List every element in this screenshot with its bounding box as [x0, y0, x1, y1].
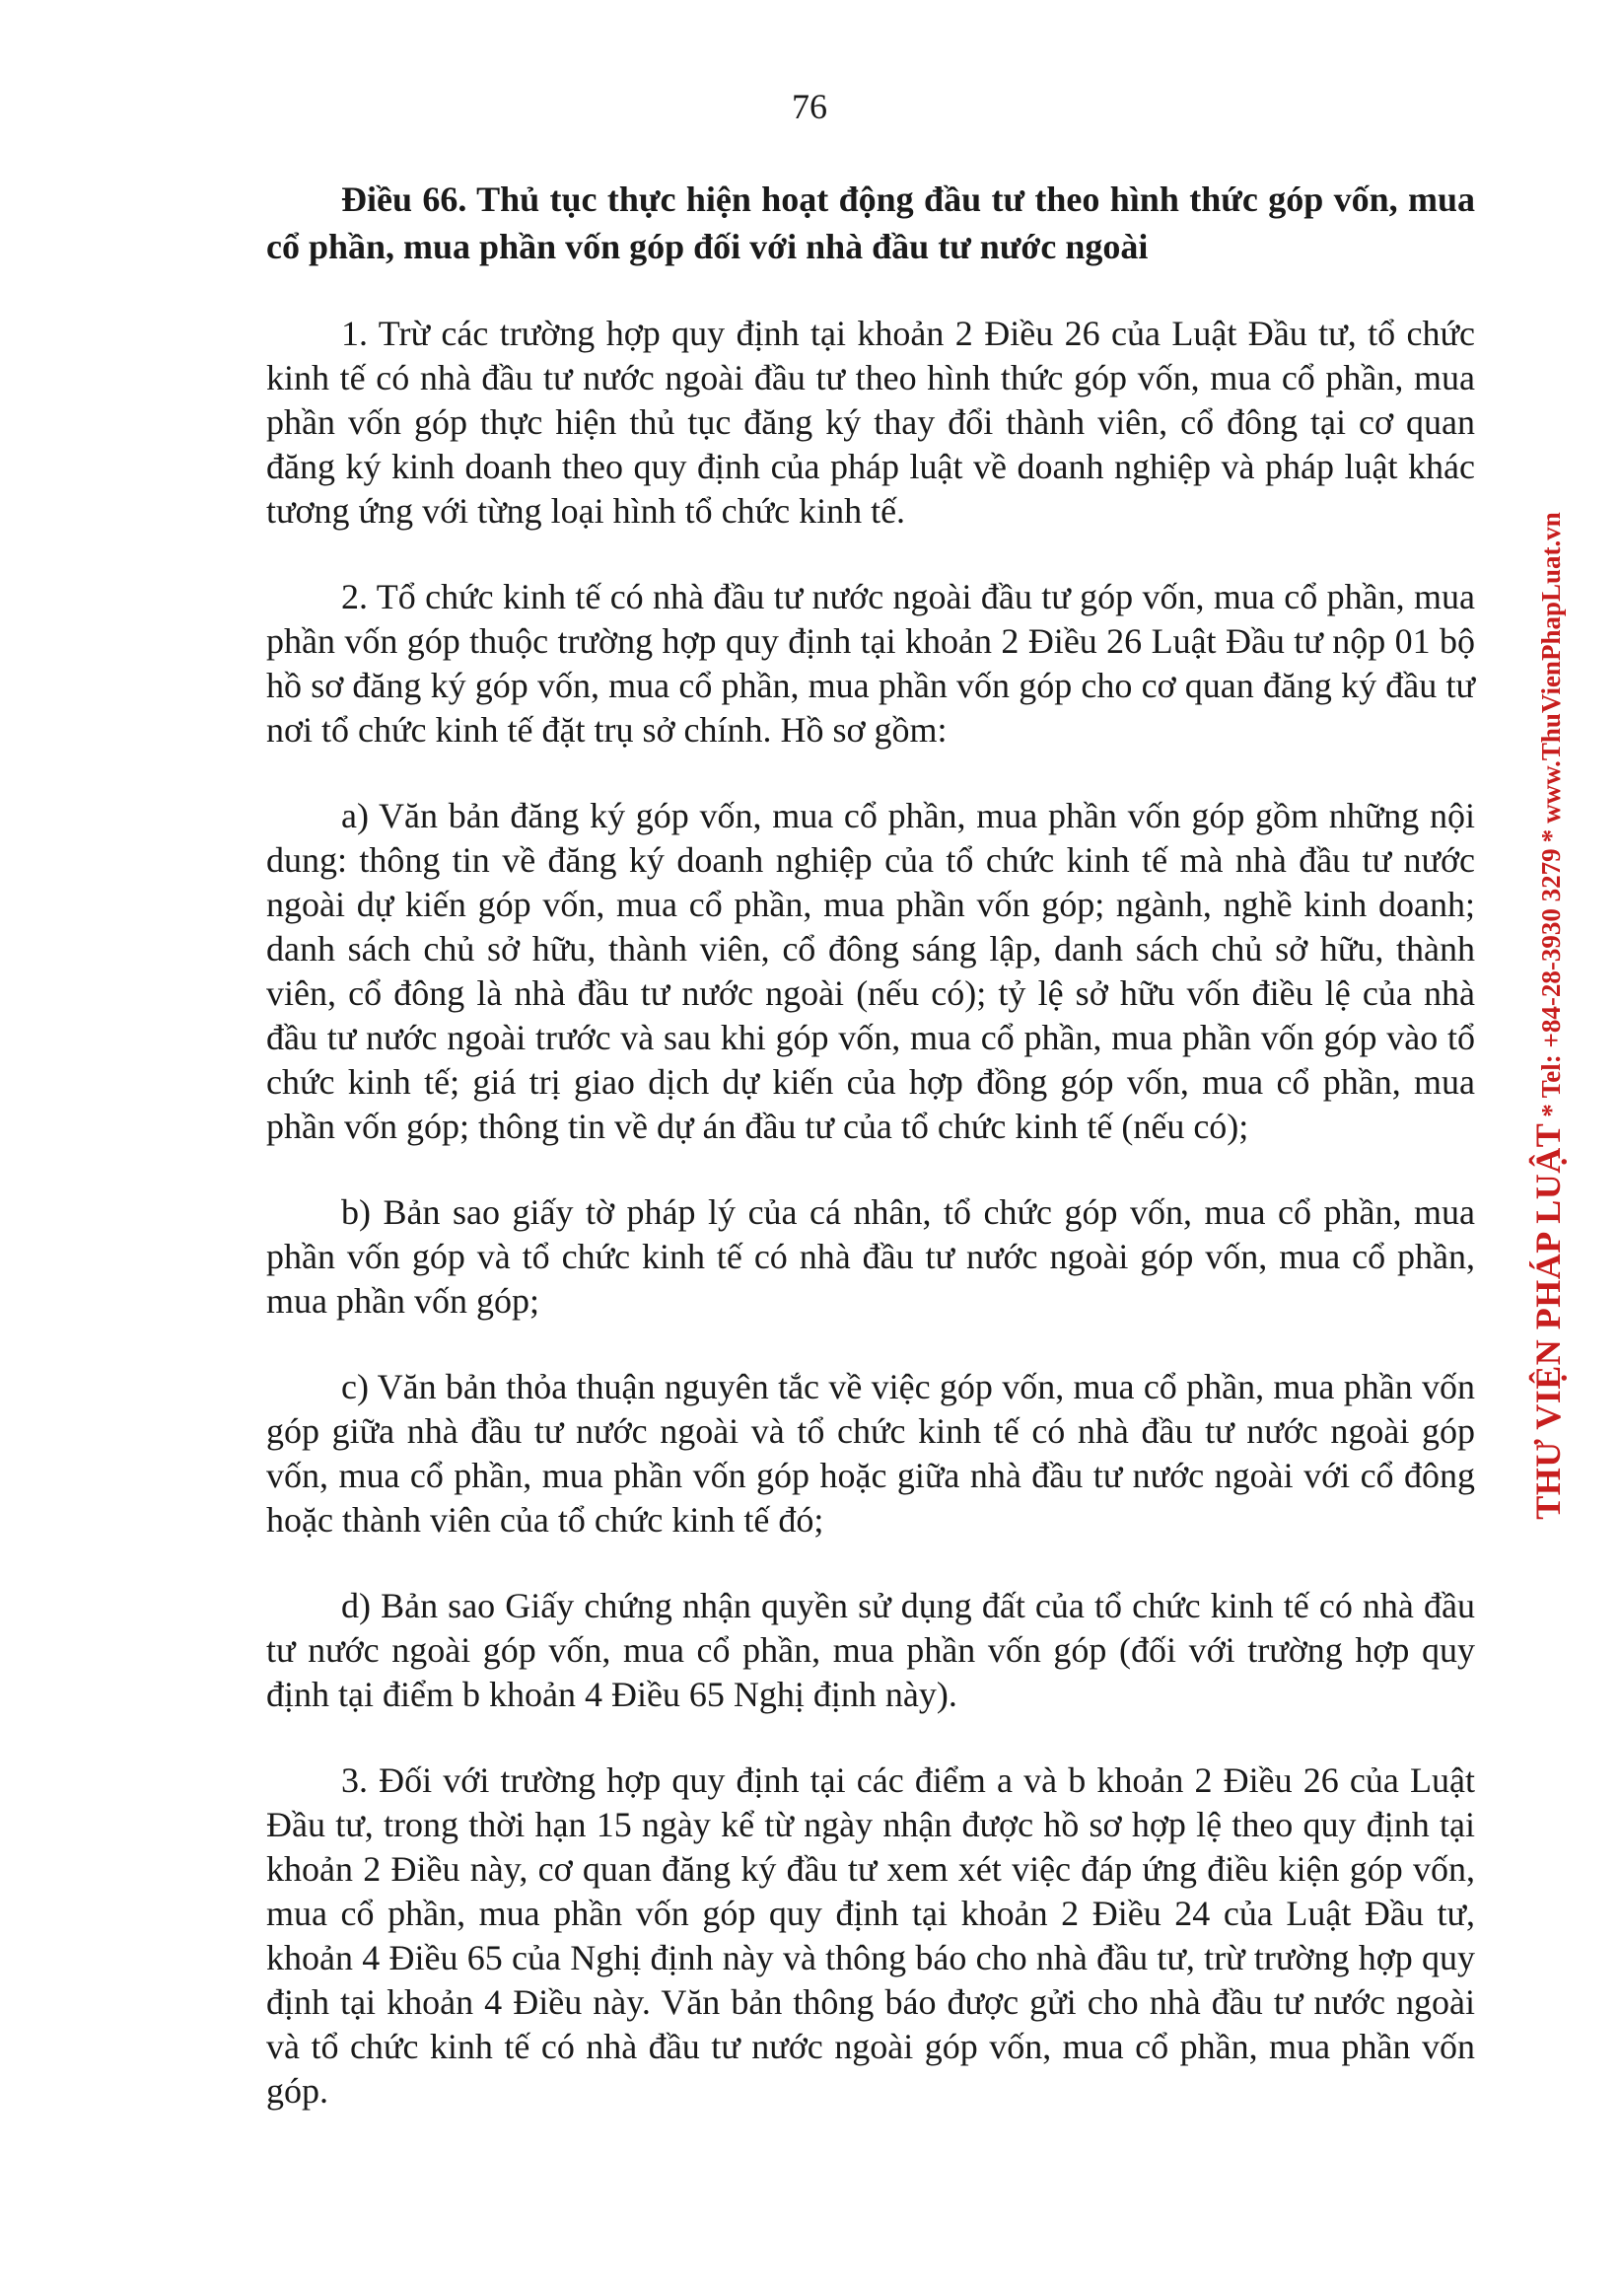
watermark-separator: *: [1536, 828, 1566, 843]
page-number: 76: [792, 87, 827, 126]
paragraph-clause-1: 1. Trừ các trường hợp quy định tại khoản 2 Điều 26 của Luật Đầu tư, tổ chức kinh tế có nhà đầu tư nước ngoài đầu tư theo hình thức góp vốn, mua cổ phần, mua phần vốn góp thực hiện thủ tục đăng ký thay đổi thành viên, cổ đông tại cơ quan đăng ký kinh doanh theo quy định của pháp luật về doanh nghiệp và pháp luật khác tương ứng với từng loại hình tổ chức kinh tế.: [266, 314, 1475, 531]
paragraph-point-a: a) Văn bản đăng ký góp vốn, mua cổ phần, mua phần vốn góp gồm những nội dung: thông tin về đăng ký doanh nghiệp của tổ chức kinh tế mà nhà đầu tư nước ngoài dự kiến góp vốn, mua cổ phần, mua phần vốn góp; ngành, nghề kinh doanh; danh sách chủ sở hữu, thành viên, cổ đông sáng lập, danh sách chủ sở hữu, thành viên, cổ đông là nhà đầu tư nước ngoài (nếu có); tỷ lệ sở hữu vốn điều lệ của nhà đầu tư nước ngoài trước và sau khi góp vốn, mua cổ phần, mua phần vốn góp vào tổ chức kinh tế; giá trị giao dịch dự kiến của hợp đồng góp vốn, mua cổ phần, mua phần vốn góp; thông tin về dự án đầu tư của tổ chức kinh tế (nếu có);: [266, 796, 1475, 1146]
paragraph-point-d: d) Bản sao Giấy chứng nhận quyền sử dụng đất của tổ chức kinh tế có nhà đầu tư nước ngoài góp vốn, mua cổ phần, mua phần vốn góp (đối với trường hợp quy định tại điểm b khoản 4 Điều 65 Nghị định này).: [266, 1586, 1475, 1714]
watermark-site: www.ThuVienPhapLuat.vn: [1536, 512, 1566, 824]
document-body: [266, 176, 1475, 2155]
paragraph-clause-2: 2. Tổ chức kinh tế có nhà đầu tư nước ngoài đầu tư góp vốn, mua cổ phần, mua phần vốn góp thuộc trường hợp quy định tại khoản 2 Điều 26 Luật Đầu tư nộp 01 bộ hồ sơ đăng ký góp vốn, mua cổ phần, mua phần vốn góp cho cơ quan đăng ký đầu tư nơi tổ chức kinh tế đặt trụ sở chính. Hồ sơ gồm:: [266, 577, 1475, 750]
paragraph-point-b: b) Bản sao giấy tờ pháp lý của cá nhân, tổ chức góp vốn, mua cổ phần, mua phần vốn góp và tổ chức kinh tế có nhà đầu tư nước ngoài góp vốn, mua cổ phần, mua phần vốn góp;: [266, 1192, 1475, 1321]
watermark-brand: THƯ VIỆN PHÁP LUẬT: [1528, 1122, 1568, 1520]
article-title: Điều 66. Thủ tục thực hiện hoạt động đầu tư theo hình thức góp vốn, mua cổ phần, mua phần vốn góp đối với nhà đầu tư nước ngoài: [266, 179, 1475, 266]
watermark-tel: Tel: +84-28-3930 3279: [1536, 848, 1566, 1099]
paragraph-clause-3: 3. Đối với trường hợp quy định tại các điểm a và b khoản 2 Điều 26 của Luật Đầu tư, trong thời hạn 15 ngày kể từ ngày nhận được hồ sơ hợp lệ theo quy định tại khoản 2 Điều này, cơ quan đăng ký đầu tư xem xét việc đáp ứng điều kiện góp vốn, mua cổ phần, mua phần vốn góp quy định tại khoản 2 Điều 24 của Luật Đầu tư, khoản 4 Điều 65 của Nghị định này và thông báo cho nhà đầu tư, trừ trường hợp quy định tại khoản 4 Điều này. Văn bản thông báo được gửi cho nhà đầu tư nước ngoài và tổ chức kinh tế có nhà đầu tư nước ngoài góp vốn, mua cổ phần, mua phần vốn góp.: [266, 1760, 1475, 2111]
paragraph-point-c: c) Văn bản thỏa thuận nguyên tắc về việc góp vốn, mua cổ phần, mua phần vốn góp giữa nhà đầu tư nước ngoài và tổ chức kinh tế có nhà đầu tư nước ngoài góp vốn, mua cổ phần, mua phần vốn góp hoặc giữa nhà đầu tư nước ngoài với cổ đông hoặc thành viên của tổ chức kinh tế đó;: [266, 1367, 1475, 1540]
watermark-separator: *: [1536, 1104, 1566, 1117]
watermark: [1518, 512, 1578, 1520]
